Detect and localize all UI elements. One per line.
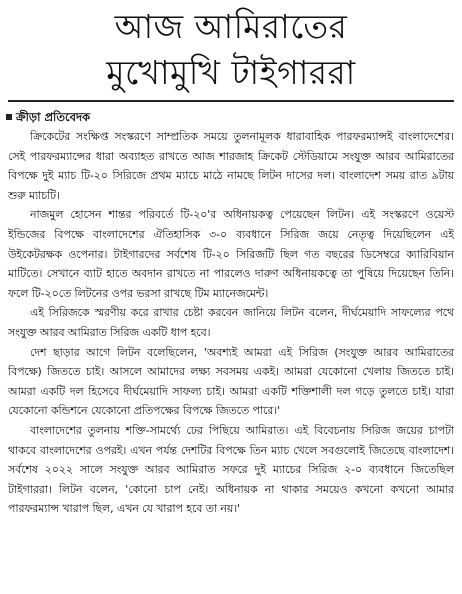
- byline: [6, 107, 90, 127]
- article-paragraph-2: নাজমুল হোসেন শান্তর পরিবর্তে টি-২০'র অধিনায়কত্ব পেয়েছেন লিটন। এই সংস্করণে ওয়েস্ট ইন্ডিজের বিপক্ষে বাংলাদেশের ঐতিহাসিক ৩-০ ব্যবধানে সিরিজ জয়ে নেতৃত্ব দিয়েছিলেন এই উইকেটরক্ষক ওপেনার। টাইগারদের সর্বশেষ টি-২০ সিরিজটি ছিল গত বছরের ডিসেম্বরে ক্যারিবিয়ান মাটিতে। সেখানে ব্যাট হাতে অবদান রাখতে না পারলেও দারুণ অধিনায়কত্বে তা পুষিয়ে দিয়েছেন তিনি। ফলে টি-২০তে লিটনের ওপর ভরসা রাখছে টিম ম্যানেজমেন্ট।: [8, 208, 454, 300]
- article-paragraph-1: ক্রিকেটের সংক্ষিপ্ত সংস্করণে সাম্প্রতিক সময়ে তুলনামূলক ধারাবাহিক পারফরম্যান্সই বাংলাদেশের। সেই পারফরম্যান্সের ধারা অব্যাহত রাখতে আজ শারজাহ ক্রিকেট স্টেডিয়ামে সংযুক্ত আরব আমিরাতের বিপক্ষে দুই ম্যাচ টি-২০ সিরিজে প্রথম ম্যাচে মাঠে নামছে লিটন দাসের দল। বাংলাদেশ সময় রাত ৯টায় শুরু ম্যাচটি।: [8, 130, 454, 202]
- headline-line-1: আজ আমিরাতের: [114, 7, 348, 46]
- article-body: [8, 127, 454, 519]
- square-bullet-icon: [6, 114, 12, 120]
- article-paragraph-4: দেশ ছাড়ার আগে লিটন বলেছিলেন, 'অবশ্যই আমরা এই সিরিজ (সংযুক্ত আরব আমিরাতের বিপক্ষে) জিততে চাই। আসলে আমাদের লক্ষ্য সবসময় একই। আমরা যেকোনো খেলায় জিততে চাই। আমরা একটি দল হিসেবে দীর্ঘমেয়াদি সাফল্য চাই। আমরা একটি শক্তিশালী দল গড়ে তুলতে চাই। যারা যেকোনো কন্ডিশনে যেকোনো প্রতিপক্ষের বিপক্ষে জিততে পারে।': [8, 345, 454, 418]
- article-paragraph-5: বাংলাদেশের তুলনায় শক্তি-সামর্থ্যে ঢের পিছিয়ে আমিরাত। এই বিবেচনায় সিরিজ জয়ের চাপটা থাকবে বাংলাদেশের ওপরই। এখন পর্যন্ত দেশটির বিপক্ষে তিন ম্যাচ খেলে সবগুলোই জিতেছে বাংলাদেশ। সর্বশেষ ২০২২ সালে সংযুক্ত আরব আমিরাত সফরে দুই ম্যাচের সিরিজ ২-০ ব্যবধানে জিতেছিল টাইগাররা। লিটন বলেন, 'কোনো চাপ নেই। অধিনায়ক না থাকার সময়েও কখনো কখনো আমার পারফরম্যান্স খারাপ ছিল, এখন যে খারাপ হবে তা নয়।': [8, 423, 454, 516]
- byline-author: ক্রীড়া প্রতিবেদক: [16, 110, 91, 124]
- headline-divider: [8, 100, 454, 102]
- article-paragraph-3: এই সিরিজকে স্মরণীয় করে রাখার চেষ্টা করবেন জানিয়ে লিটন বলেন, দীর্ঘমেয়াদি সাফল্যের পথে সংযুক্ত আরব আমিরাত সিরিজ একটি ধাপ হবে।: [8, 306, 454, 339]
- headline: [0, 4, 462, 96]
- headline-line-2: মুখোমুখি টাইগাররা: [106, 53, 356, 92]
